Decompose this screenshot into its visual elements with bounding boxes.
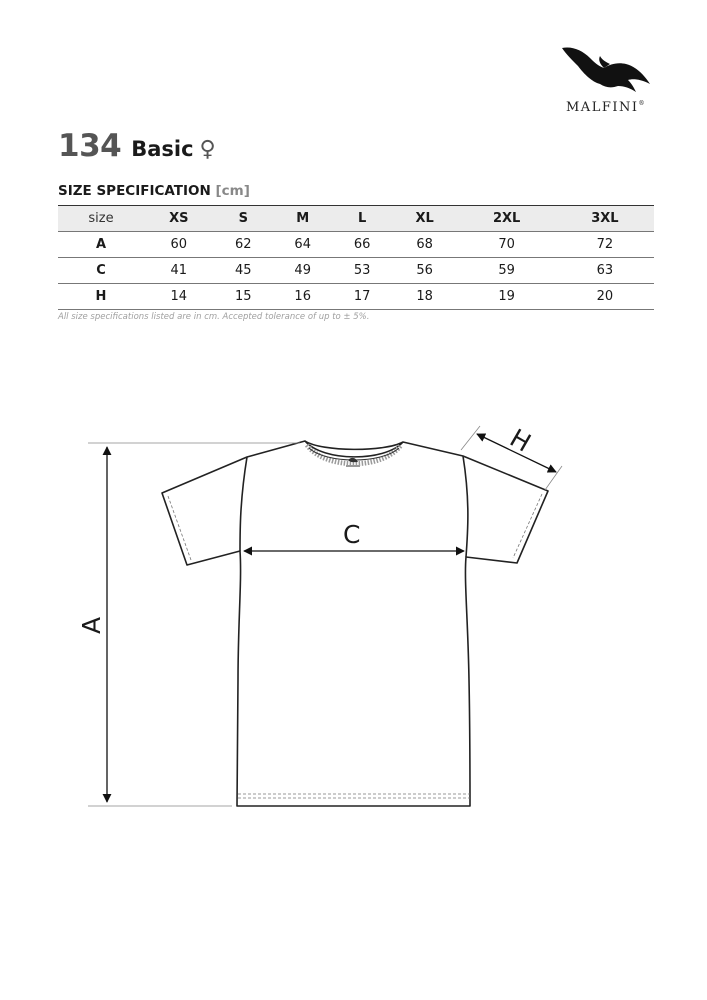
table-cell: 62: [214, 232, 273, 258]
header-cell: S: [214, 206, 273, 232]
header-cell: XS: [144, 206, 214, 232]
table-cell: 18: [392, 284, 458, 310]
spec-heading: SIZE SPECIFICATION [cm]: [58, 183, 250, 199]
table-cell: 20: [556, 284, 654, 310]
table-cell: 60: [144, 232, 214, 258]
measure-label-h: H: [505, 423, 536, 458]
table-cell: 64: [273, 232, 332, 258]
table-cell: 45: [214, 258, 273, 284]
measure-label-c: C: [343, 520, 361, 549]
tshirt-outline: [162, 441, 548, 806]
measure-a: [88, 443, 300, 806]
header-cell: 3XL: [556, 206, 654, 232]
header-cell: XL: [392, 206, 458, 232]
table-cell: 56: [392, 258, 458, 284]
table-cell: 72: [556, 232, 654, 258]
header-cell: M: [273, 206, 332, 232]
header-cell: size: [58, 206, 144, 232]
measure-label-a: A: [77, 616, 107, 635]
table-cell: 19: [458, 284, 556, 310]
row-label: H: [58, 284, 144, 310]
header-cell: L: [332, 206, 391, 232]
tolerance-note: All size specifications listed are in cm. Accepted tolerance of up to ± 5%.: [58, 312, 370, 322]
table-cell: 16: [273, 284, 332, 310]
female-icon: ♀: [199, 137, 216, 162]
table-cell: 41: [144, 258, 214, 284]
table-cell: 63: [556, 258, 654, 284]
table-cell: 15: [214, 284, 273, 310]
model-name: Basic: [131, 137, 194, 161]
model-number: 134: [58, 128, 122, 164]
unit-label: [cm]: [215, 183, 250, 199]
table-cell: 70: [458, 232, 556, 258]
table-cell: 59: [458, 258, 556, 284]
table-cell: 68: [392, 232, 458, 258]
table-cell: 66: [332, 232, 391, 258]
table-cell: 53: [332, 258, 391, 284]
brand-name: MALFINI®: [566, 100, 646, 115]
table-cell: 14: [144, 284, 214, 310]
row-label: A: [58, 232, 144, 258]
header-cell: 2XL: [458, 206, 556, 232]
table-cell: 49: [273, 258, 332, 284]
table-cell: 17: [332, 284, 391, 310]
row-label: C: [58, 258, 144, 284]
